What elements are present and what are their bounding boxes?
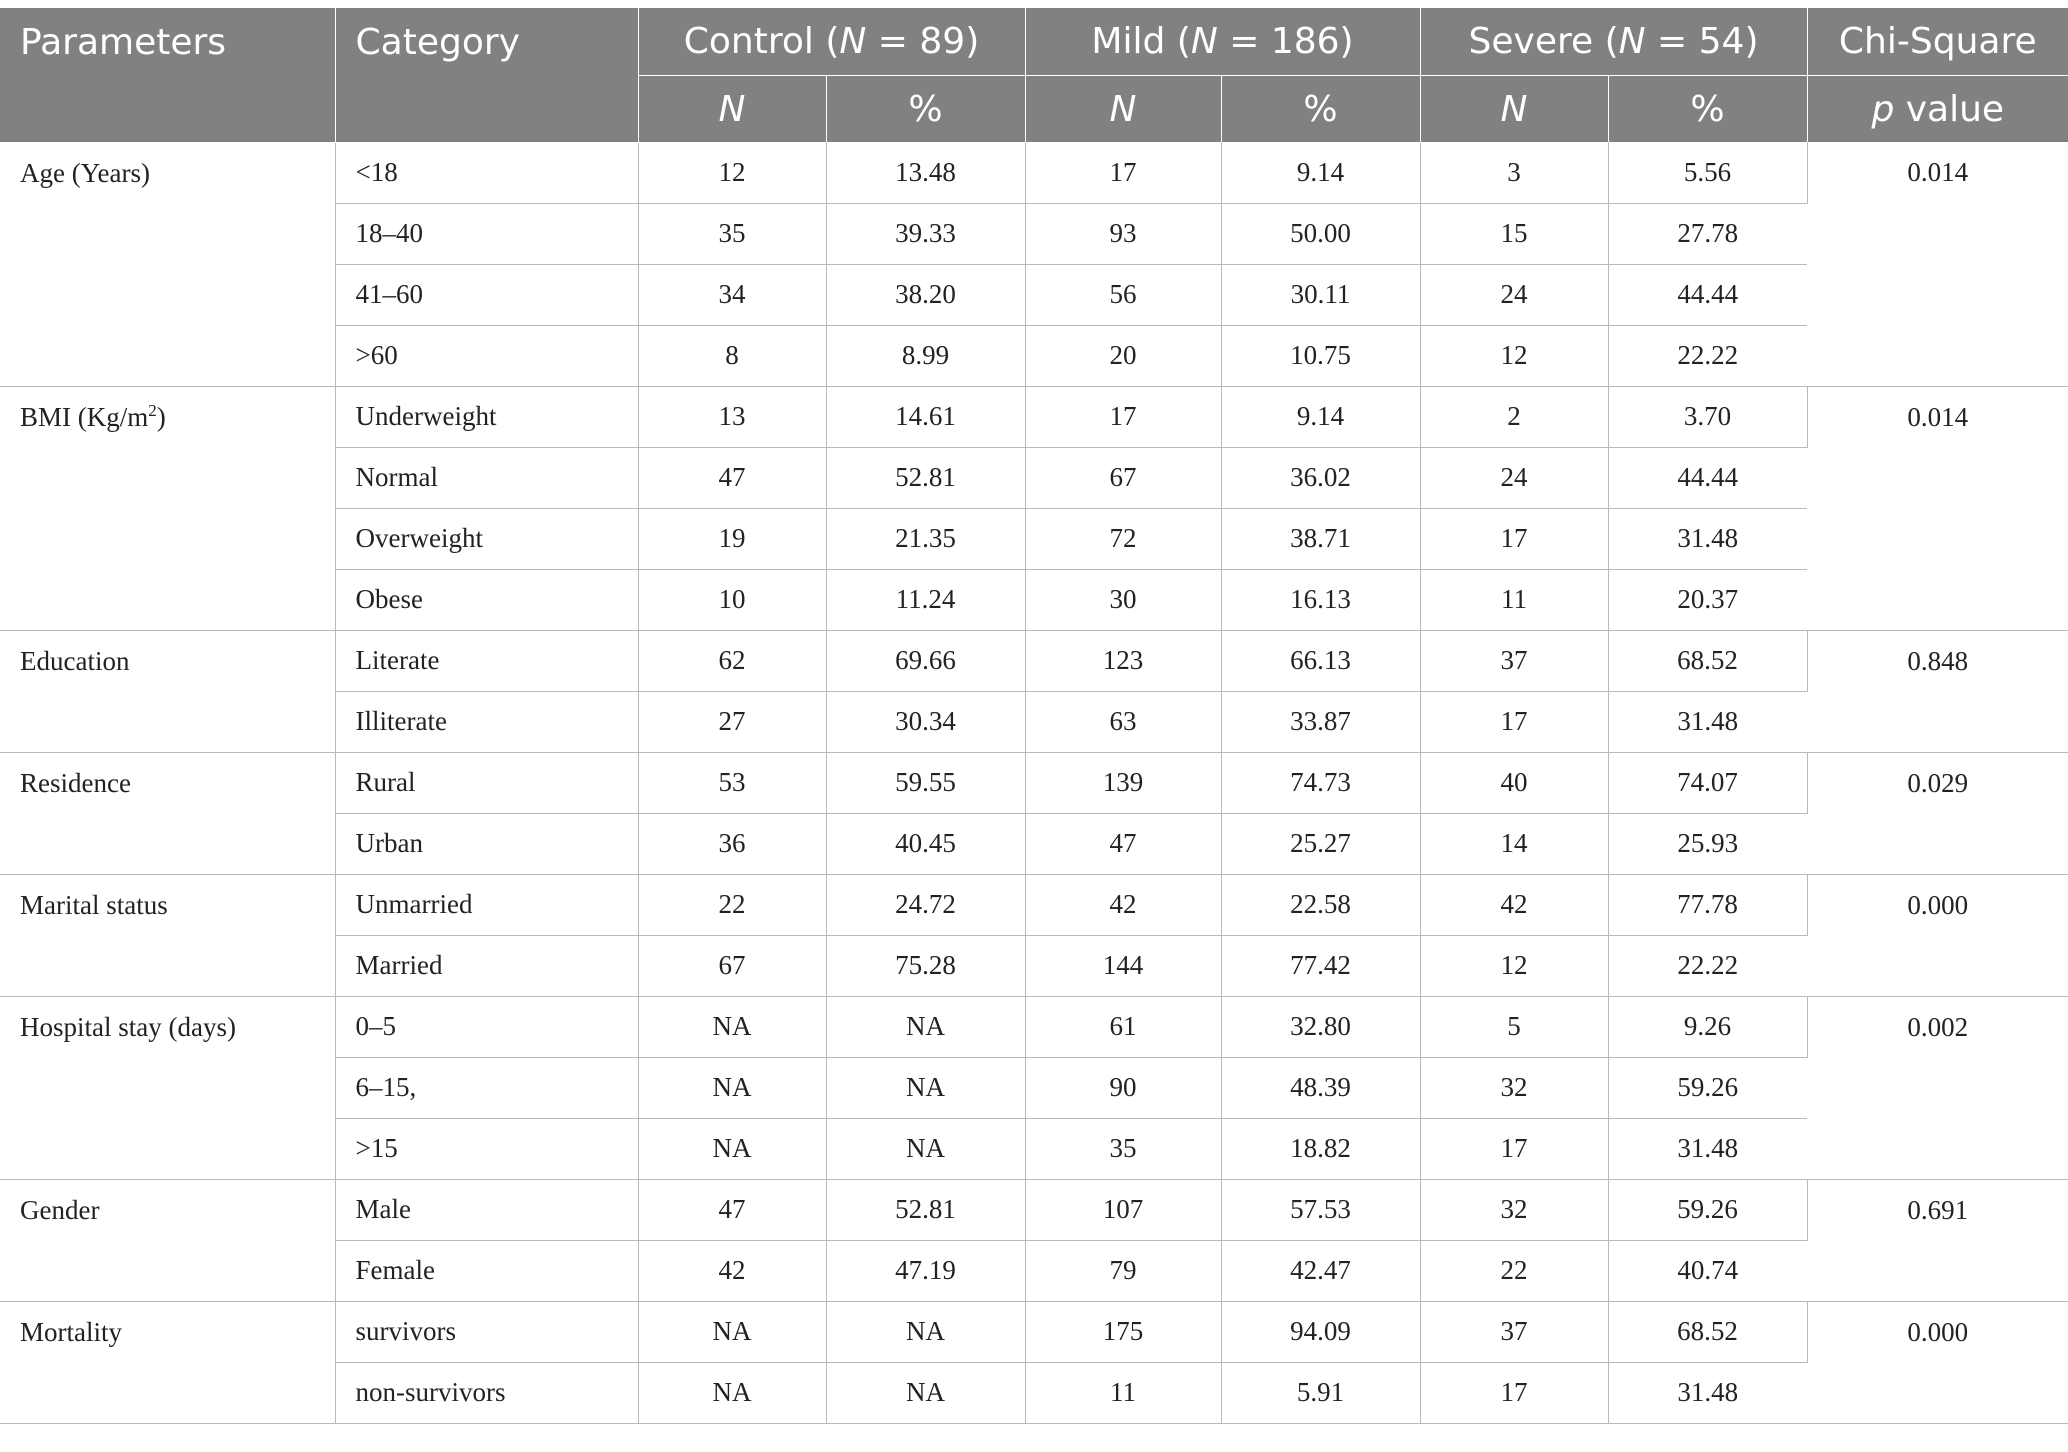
p-value-cell: 0.000 <box>1807 874 2068 996</box>
control-n-cell: NA <box>638 1118 826 1179</box>
category-cell: >60 <box>335 325 638 386</box>
severe-pct-cell: 31.48 <box>1608 508 1807 569</box>
severe-n-cell: 14 <box>1420 813 1608 874</box>
table-header <box>0 8 2068 142</box>
param-cell: Mortality <box>0 1301 335 1423</box>
severe-pct-cell: 5.56 <box>1608 142 1807 203</box>
severe-pct-cell: 40.74 <box>1608 1240 1807 1301</box>
mild-n-cell: 72 <box>1025 508 1221 569</box>
mild-n-cell: 144 <box>1025 935 1221 996</box>
severe-pct-cell: 3.70 <box>1608 386 1807 447</box>
param-cell: Marital status <box>0 874 335 996</box>
mild-pct-cell: 5.91 <box>1221 1362 1420 1423</box>
severe-pct-cell: 22.22 <box>1608 935 1807 996</box>
header-severe-n-col: N <box>1420 76 1608 143</box>
mild-n-cell: 17 <box>1025 386 1221 447</box>
mild-pct-cell: 77.42 <box>1221 935 1420 996</box>
mild-n-cell: 139 <box>1025 752 1221 813</box>
header-control-n-col: N <box>638 76 826 143</box>
mild-pct-cell: 50.00 <box>1221 203 1420 264</box>
severe-n-cell: 3 <box>1420 142 1608 203</box>
severe-pct-cell: 20.37 <box>1608 569 1807 630</box>
header-mild-pct-col: % <box>1221 76 1420 143</box>
mild-pct-cell: 33.87 <box>1221 691 1420 752</box>
mild-n-cell: 61 <box>1025 996 1221 1057</box>
severe-pct-cell: 68.52 <box>1608 630 1807 691</box>
param-bmi-end: ) <box>156 401 166 432</box>
category-cell: 41–60 <box>335 264 638 325</box>
table-row <box>0 874 2068 935</box>
mild-pct-cell: 9.14 <box>1221 142 1420 203</box>
p-value-cell: 0.002 <box>1807 996 2068 1179</box>
header-severe-pct-col: % <box>1608 76 1807 143</box>
severe-n-cell: 17 <box>1420 691 1608 752</box>
mild-n-cell: 42 <box>1025 874 1221 935</box>
control-n-cell: 13 <box>638 386 826 447</box>
header-mild-pre: Mild ( <box>1091 21 1191 62</box>
control-pct-cell: 30.34 <box>826 691 1025 752</box>
severe-n-cell: 42 <box>1420 874 1608 935</box>
header-row-main <box>0 8 2068 76</box>
header-category: Category <box>335 8 638 142</box>
category-cell: survivors <box>335 1301 638 1362</box>
control-pct-cell: 69.66 <box>826 630 1025 691</box>
mild-n-cell: 123 <box>1025 630 1221 691</box>
mild-pct-cell: 32.80 <box>1221 996 1420 1057</box>
severe-n-cell: 12 <box>1420 935 1608 996</box>
control-n-cell: 8 <box>638 325 826 386</box>
mild-pct-cell: 9.14 <box>1221 386 1420 447</box>
mild-n-cell: 90 <box>1025 1057 1221 1118</box>
control-pct-cell: 21.35 <box>826 508 1025 569</box>
header-mild-n-col: N <box>1025 76 1221 143</box>
data-table-container <box>0 8 2068 1424</box>
header-mild-post: = 186) <box>1217 21 1354 62</box>
param-bmi-sup: 2 <box>148 400 157 420</box>
p-value-cell: 0.029 <box>1807 752 2068 874</box>
table-row <box>0 630 2068 691</box>
table-row <box>0 142 2068 203</box>
severe-n-cell: 15 <box>1420 203 1608 264</box>
mild-pct-cell: 16.13 <box>1221 569 1420 630</box>
category-cell: Literate <box>335 630 638 691</box>
severe-n-cell: 32 <box>1420 1179 1608 1240</box>
mild-pct-cell: 10.75 <box>1221 325 1420 386</box>
category-cell: Obese <box>335 569 638 630</box>
severe-n-cell: 12 <box>1420 325 1608 386</box>
severe-pct-cell: 31.48 <box>1608 1118 1807 1179</box>
category-cell: Married <box>335 935 638 996</box>
control-pct-cell: 8.99 <box>826 325 1025 386</box>
severe-pct-cell: 44.44 <box>1608 447 1807 508</box>
mild-n-cell: 175 <box>1025 1301 1221 1362</box>
control-n-cell: NA <box>638 1057 826 1118</box>
severe-pct-cell: 25.93 <box>1608 813 1807 874</box>
severe-n-cell: 24 <box>1420 264 1608 325</box>
header-mild-n: N <box>1190 21 1218 62</box>
control-pct-cell: 14.61 <box>826 386 1025 447</box>
category-cell: Normal <box>335 447 638 508</box>
table-row <box>0 752 2068 813</box>
table-row <box>0 1301 2068 1362</box>
header-mild-group <box>1025 8 1420 76</box>
category-cell: 6–15, <box>335 1057 638 1118</box>
header-chi-square: Chi-Square <box>1807 8 2068 76</box>
mild-pct-cell: 36.02 <box>1221 447 1420 508</box>
severe-pct-cell: 31.48 <box>1608 691 1807 752</box>
severe-pct-cell: 59.26 <box>1608 1179 1807 1240</box>
control-n-cell: 35 <box>638 203 826 264</box>
category-cell: Male <box>335 1179 638 1240</box>
mild-n-cell: 47 <box>1025 813 1221 874</box>
control-pct-cell: 47.19 <box>826 1240 1025 1301</box>
mild-pct-cell: 74.73 <box>1221 752 1420 813</box>
severe-pct-cell: 74.07 <box>1608 752 1807 813</box>
table-row <box>0 1179 2068 1240</box>
table-row <box>0 996 2068 1057</box>
severe-n-cell: 24 <box>1420 447 1608 508</box>
demographics-table <box>0 8 2068 1424</box>
severe-pct-cell: 31.48 <box>1608 1362 1807 1423</box>
category-cell: 18–40 <box>335 203 638 264</box>
mild-pct-cell: 66.13 <box>1221 630 1420 691</box>
category-cell: Urban <box>335 813 638 874</box>
mild-n-cell: 107 <box>1025 1179 1221 1240</box>
header-severe-post: = 54) <box>1645 21 1759 62</box>
severe-n-cell: 5 <box>1420 996 1608 1057</box>
param-cell <box>0 386 335 630</box>
mild-n-cell: 30 <box>1025 569 1221 630</box>
control-pct-cell: 38.20 <box>826 264 1025 325</box>
control-n-cell: 53 <box>638 752 826 813</box>
control-pct-cell: 59.55 <box>826 752 1025 813</box>
severe-n-cell: 40 <box>1420 752 1608 813</box>
header-control-group <box>638 8 1025 76</box>
mild-n-cell: 79 <box>1025 1240 1221 1301</box>
control-pct-cell: 40.45 <box>826 813 1025 874</box>
severe-n-cell: 32 <box>1420 1057 1608 1118</box>
param-cell: Education <box>0 630 335 752</box>
control-pct-cell: 39.33 <box>826 203 1025 264</box>
header-control-n: N <box>839 21 867 62</box>
category-cell: Overweight <box>335 508 638 569</box>
mild-pct-cell: 57.53 <box>1221 1179 1420 1240</box>
control-n-cell: 10 <box>638 569 826 630</box>
severe-n-cell: 17 <box>1420 1118 1608 1179</box>
mild-pct-cell: 42.47 <box>1221 1240 1420 1301</box>
severe-n-cell: 22 <box>1420 1240 1608 1301</box>
header-severe-pre: Severe ( <box>1468 21 1619 62</box>
category-cell: <18 <box>335 142 638 203</box>
param-cell: Age (Years) <box>0 142 335 386</box>
p-value-cell: 0.014 <box>1807 386 2068 630</box>
severe-n-cell: 2 <box>1420 386 1608 447</box>
control-pct-cell: 24.72 <box>826 874 1025 935</box>
severe-n-cell: 17 <box>1420 508 1608 569</box>
mild-n-cell: 11 <box>1025 1362 1221 1423</box>
severe-pct-cell: 77.78 <box>1608 874 1807 935</box>
severe-pct-cell: 68.52 <box>1608 1301 1807 1362</box>
control-pct-cell: NA <box>826 996 1025 1057</box>
header-value-word: value <box>1894 88 2005 130</box>
control-n-cell: 47 <box>638 447 826 508</box>
control-pct-cell: NA <box>826 1301 1025 1362</box>
severe-pct-cell: 59.26 <box>1608 1057 1807 1118</box>
control-pct-cell: NA <box>826 1362 1025 1423</box>
mild-n-cell: 56 <box>1025 264 1221 325</box>
control-n-cell: NA <box>638 996 826 1057</box>
header-p-letter: p <box>1871 88 1895 130</box>
category-cell: 0–5 <box>335 996 638 1057</box>
mild-pct-cell: 94.09 <box>1221 1301 1420 1362</box>
control-pct-cell: 13.48 <box>826 142 1025 203</box>
control-n-cell: 22 <box>638 874 826 935</box>
severe-pct-cell: 9.26 <box>1608 996 1807 1057</box>
control-pct-cell: 52.81 <box>826 447 1025 508</box>
severe-n-cell: 17 <box>1420 1362 1608 1423</box>
severe-n-cell: 37 <box>1420 1301 1608 1362</box>
header-control-post: = 89) <box>866 21 980 62</box>
category-cell: Unmarried <box>335 874 638 935</box>
mild-n-cell: 17 <box>1025 142 1221 203</box>
category-cell: Illiterate <box>335 691 638 752</box>
p-value-cell: 0.014 <box>1807 142 2068 386</box>
header-parameters: Parameters <box>0 8 335 142</box>
control-n-cell: 62 <box>638 630 826 691</box>
mild-pct-cell: 22.58 <box>1221 874 1420 935</box>
param-bmi-text: BMI (Kg/m <box>20 401 149 432</box>
severe-pct-cell: 44.44 <box>1608 264 1807 325</box>
mild-n-cell: 63 <box>1025 691 1221 752</box>
severe-n-cell: 11 <box>1420 569 1608 630</box>
category-cell: Rural <box>335 752 638 813</box>
control-n-cell: 36 <box>638 813 826 874</box>
category-cell: >15 <box>335 1118 638 1179</box>
p-value-cell: 0.000 <box>1807 1301 2068 1423</box>
mild-n-cell: 35 <box>1025 1118 1221 1179</box>
header-control-pct-col: % <box>826 76 1025 143</box>
table-body <box>0 142 2068 1423</box>
severe-pct-cell: 27.78 <box>1608 203 1807 264</box>
mild-n-cell: 93 <box>1025 203 1221 264</box>
control-n-cell: 67 <box>638 935 826 996</box>
param-cell: Hospital stay (days) <box>0 996 335 1179</box>
mild-pct-cell: 30.11 <box>1221 264 1420 325</box>
control-n-cell: 47 <box>638 1179 826 1240</box>
category-cell: Female <box>335 1240 638 1301</box>
mild-pct-cell: 38.71 <box>1221 508 1420 569</box>
header-severe-group <box>1420 8 1807 76</box>
mild-pct-cell: 18.82 <box>1221 1118 1420 1179</box>
control-pct-cell: 75.28 <box>826 935 1025 996</box>
control-pct-cell: 52.81 <box>826 1179 1025 1240</box>
table-row <box>0 386 2068 447</box>
header-p-value-col <box>1807 76 2068 143</box>
mild-pct-cell: 25.27 <box>1221 813 1420 874</box>
mild-n-cell: 67 <box>1025 447 1221 508</box>
header-control-pre: Control ( <box>683 21 840 62</box>
param-cell: Residence <box>0 752 335 874</box>
category-cell: non-survivors <box>335 1362 638 1423</box>
control-pct-cell: NA <box>826 1118 1025 1179</box>
control-pct-cell: NA <box>826 1057 1025 1118</box>
control-n-cell: 34 <box>638 264 826 325</box>
p-value-cell: 0.691 <box>1807 1179 2068 1301</box>
severe-n-cell: 37 <box>1420 630 1608 691</box>
p-value-cell: 0.848 <box>1807 630 2068 752</box>
control-n-cell: NA <box>638 1301 826 1362</box>
control-pct-cell: 11.24 <box>826 569 1025 630</box>
control-n-cell: 19 <box>638 508 826 569</box>
control-n-cell: 42 <box>638 1240 826 1301</box>
control-n-cell: 12 <box>638 142 826 203</box>
control-n-cell: NA <box>638 1362 826 1423</box>
mild-pct-cell: 48.39 <box>1221 1057 1420 1118</box>
control-n-cell: 27 <box>638 691 826 752</box>
param-cell: Gender <box>0 1179 335 1301</box>
mild-n-cell: 20 <box>1025 325 1221 386</box>
severe-pct-cell: 22.22 <box>1608 325 1807 386</box>
header-severe-n: N <box>1618 21 1646 62</box>
category-cell: Underweight <box>335 386 638 447</box>
